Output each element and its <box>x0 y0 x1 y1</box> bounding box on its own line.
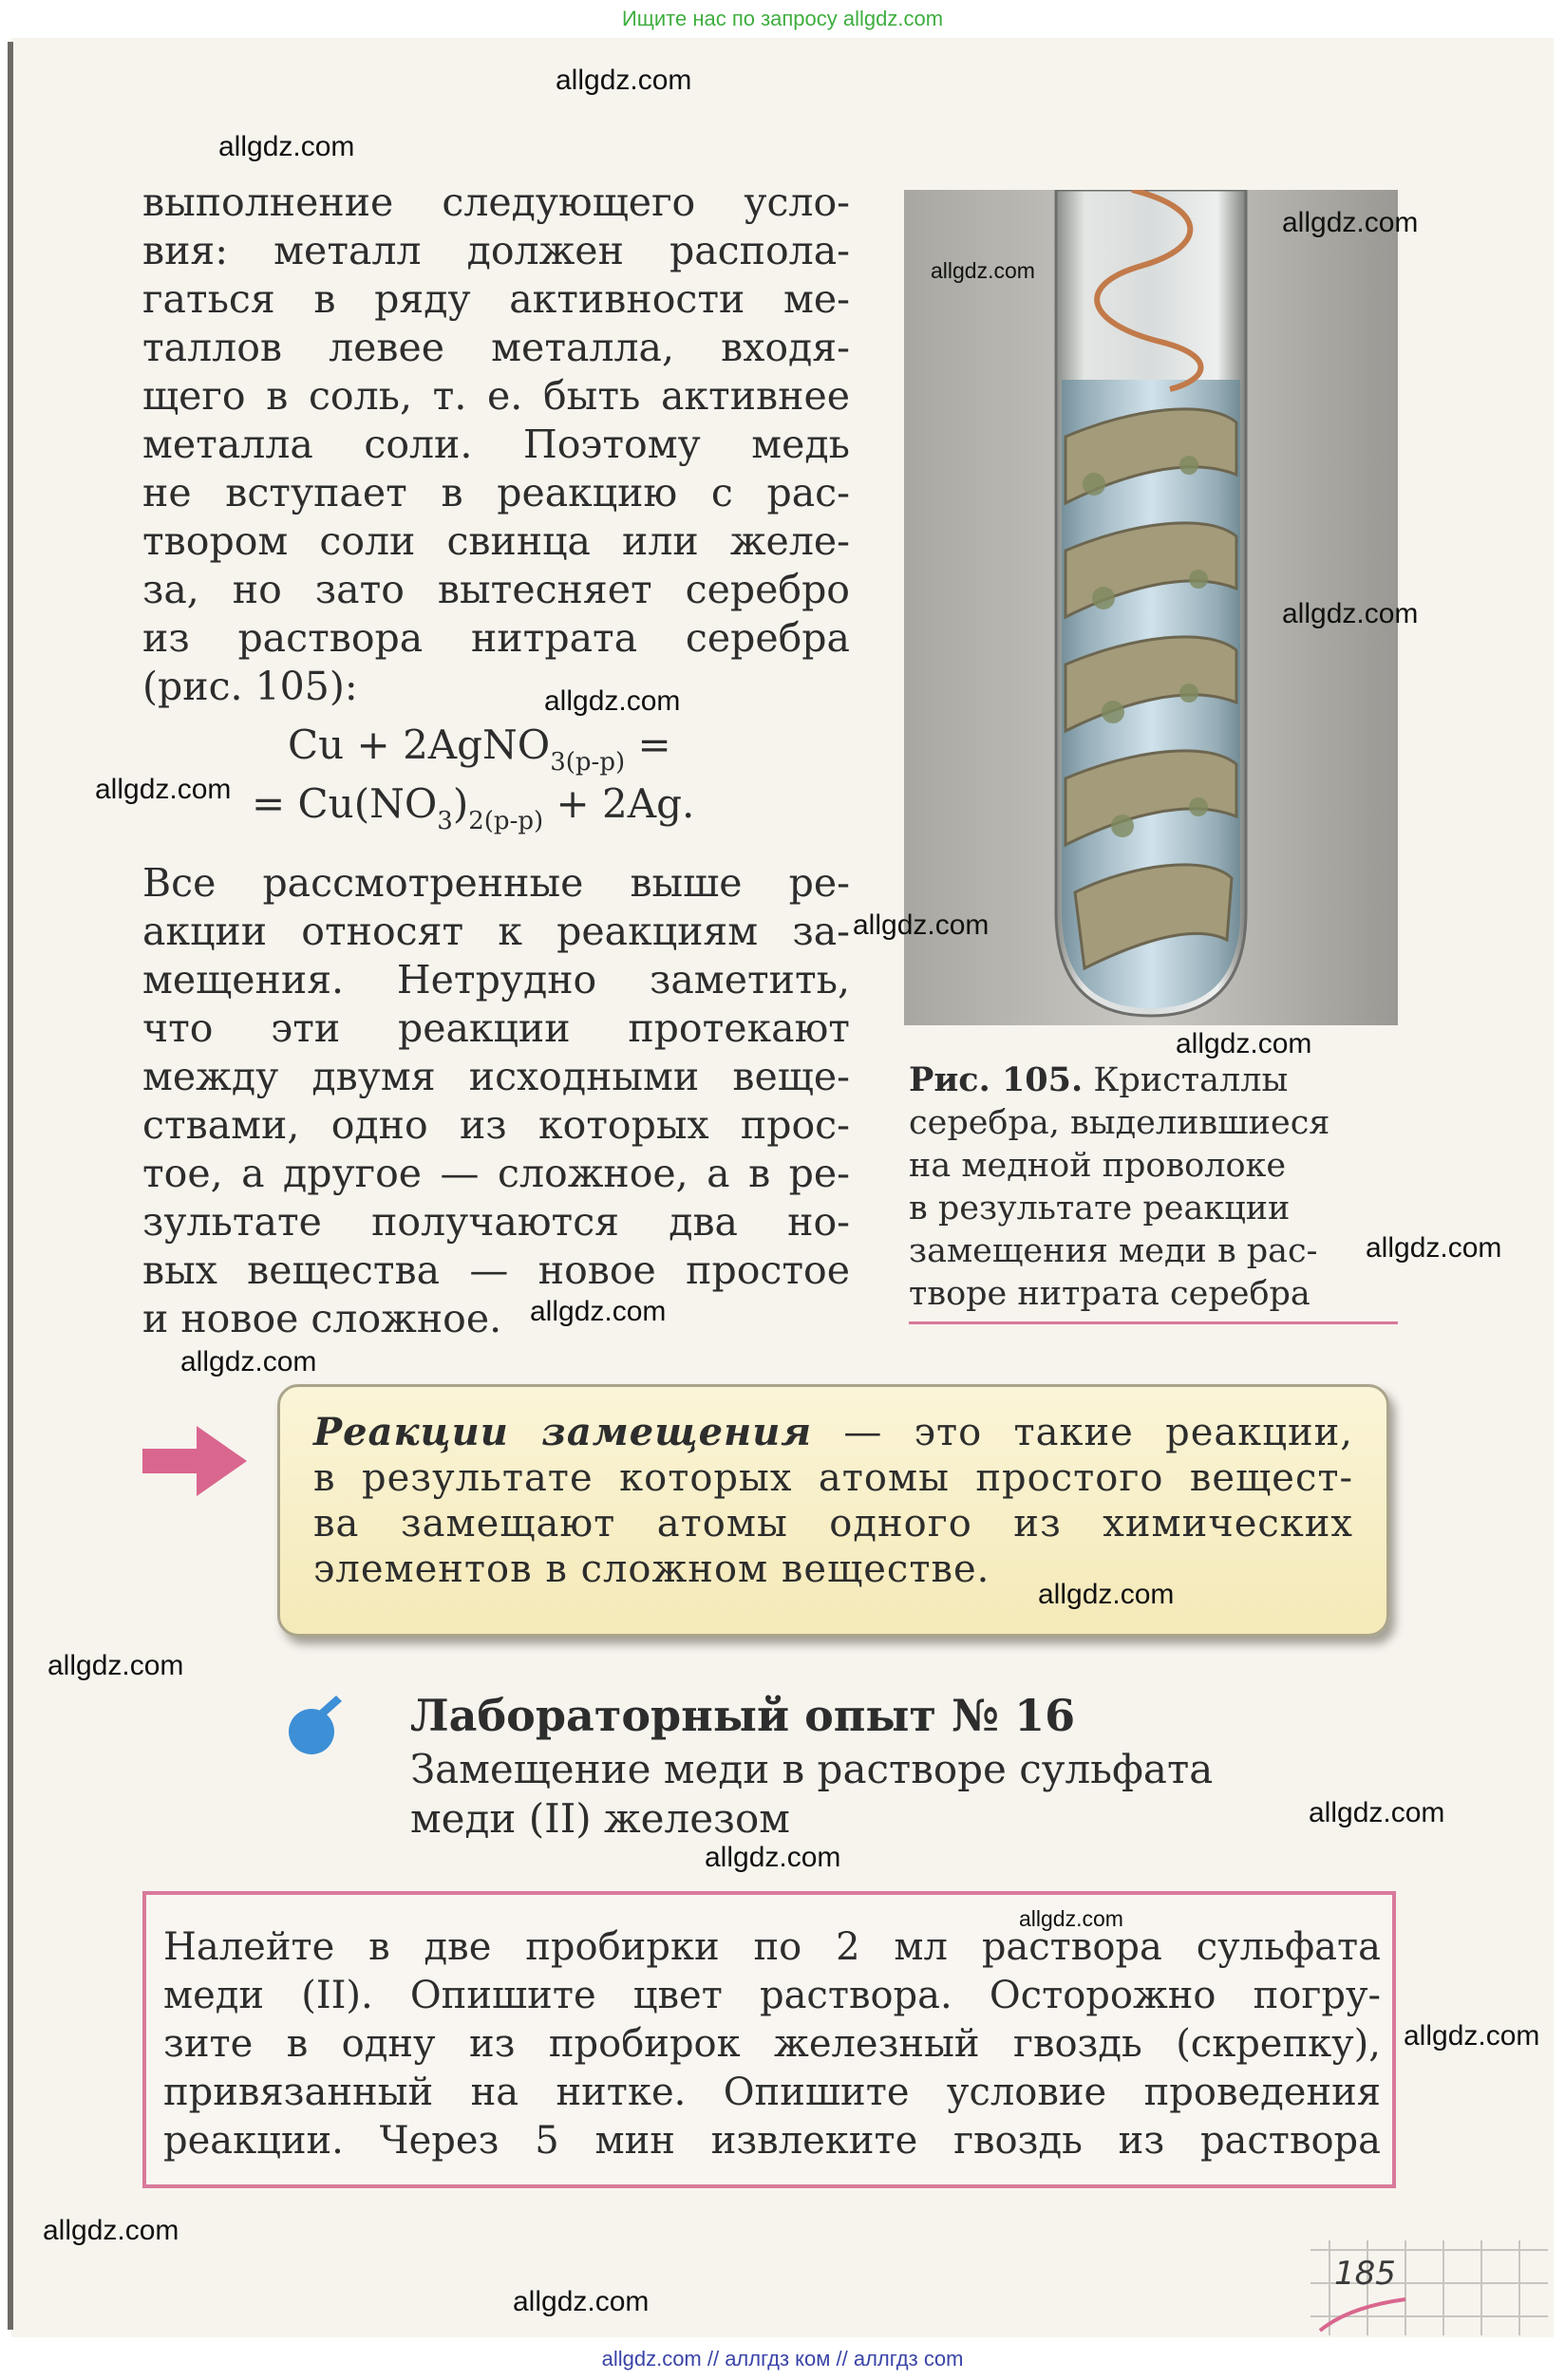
watermark: allgdz.com <box>1282 598 1419 629</box>
page-corner-grid <box>1292 2240 1548 2335</box>
task-line: меди (II). Опишите цвет раствора. Осторожно погру- <box>163 1974 1381 2017</box>
watermark: allgdz.com <box>47 1650 184 1681</box>
text-line: Все рассмотренные выше ре- <box>142 860 850 906</box>
watermark: allgdz.com <box>218 131 355 162</box>
paragraph-substitution-condition <box>142 178 850 711</box>
watermark: allgdz.com <box>1404 2020 1540 2052</box>
watermark: allgdz.com <box>1282 207 1419 238</box>
watermark: allgdz.com <box>43 2215 179 2246</box>
text-line: акции относят к реакциям за- <box>142 909 850 954</box>
definition-line: ва замещают атомы одного из химических <box>313 1502 1353 1546</box>
watermark: allgdz.com <box>853 909 990 941</box>
equation-text: ) <box>452 780 469 827</box>
caption-line: замещения меди в рас- <box>909 1232 1318 1270</box>
text-line: металла соли. Поэтому медь <box>142 422 850 467</box>
caption-text: Кристаллы <box>1083 1061 1289 1099</box>
text-line: щего в соль, т. е. быть активнее <box>142 373 850 419</box>
watermark: allgdz.com <box>530 1296 667 1327</box>
text-line: что эти реакции протекают <box>142 1005 850 1051</box>
text-line: выполнение следующего усло- <box>142 179 850 225</box>
equation-subscript: 3(р-р) <box>550 748 626 777</box>
definition-text-part: — это такие реакции, <box>812 1411 1353 1454</box>
figure-105-caption <box>909 1059 1403 1316</box>
lab-experiment-title: Лабораторный опыт № 16 <box>410 1690 1076 1741</box>
definition-line <box>313 1410 1353 1455</box>
text-line: зультате получаются два но- <box>142 1199 850 1245</box>
subtitle-line: меди (II) железом <box>410 1795 790 1842</box>
page-number: 185 <box>1334 2255 1396 2293</box>
definition-text <box>313 1410 1353 1592</box>
subtitle-line: Замещение меди в растворе сульфата <box>410 1746 1214 1792</box>
text-line: (рис. 105): <box>142 664 358 709</box>
task-line: Налейте в две пробирки по 2 мл раствора сульфата <box>163 1925 1381 1969</box>
equation-text: + 2Ag. <box>543 780 695 827</box>
equation-subscript: 2(р-р) <box>468 807 544 835</box>
equation-line-1 <box>288 721 671 777</box>
equation-subscript: 3 <box>437 807 453 835</box>
caption-line: на медной проволоке <box>909 1147 1287 1185</box>
task-line: реакции. Через 5 мин извлеките гвоздь из раствора <box>163 2119 1381 2163</box>
page-binding-edge <box>8 42 13 2330</box>
task-line: привязанный на нитке. Опишите условие проведения <box>163 2071 1381 2114</box>
text-line: ствами, одно из которых прос- <box>142 1102 850 1148</box>
equation-text: = Cu(NO <box>252 780 438 827</box>
text-line: за, но зато вытесняет серебро <box>142 567 850 612</box>
text-line: и новое сложное. <box>142 1296 502 1341</box>
text-line: твором соли свинца или желе- <box>142 518 850 564</box>
bottom-banner[interactable]: allgdz.com // аллгдз ком // аллгдз com <box>601 2347 964 2371</box>
lab-flask-icon <box>281 1692 348 1758</box>
caption-divider <box>909 1321 1398 1324</box>
caption-line: серебра, выделившиеся <box>909 1104 1330 1142</box>
text-line: таллов левее металла, входя- <box>142 325 850 370</box>
lab-task-text <box>163 1923 1381 2165</box>
definition-line: элементов в сложном веществе. <box>313 1547 990 1591</box>
text-line: тое, а другое — сложное, а в ре- <box>142 1151 850 1196</box>
watermark: allgdz.com <box>931 258 1035 283</box>
watermark: allgdz.com <box>1366 1232 1502 1264</box>
watermark: allgdz.com <box>1309 1797 1445 1828</box>
watermark: allgdz.com <box>1019 1906 1123 1931</box>
task-line: зите в одну из пробирок железный гвоздь (скрепку), <box>163 2022 1381 2066</box>
equation-text: Cu + 2AgNO <box>288 721 551 768</box>
equation-line-2 <box>252 780 694 835</box>
top-banner[interactable]: Ищите нас по запросу allgdz.com <box>621 7 944 30</box>
watermark: allgdz.com <box>544 685 681 717</box>
caption-label: Рис. 105. <box>909 1060 1084 1099</box>
caption-line: в результате реакции <box>909 1190 1291 1227</box>
text-line: не вступает в реакцию с рас- <box>142 470 850 515</box>
text-line: гаться в ряду активности ме- <box>142 276 850 322</box>
watermark: allgdz.com <box>180 1346 317 1377</box>
watermark: allgdz.com <box>1176 1028 1312 1059</box>
equation-text: = <box>625 721 671 768</box>
watermark: allgdz.com <box>513 2286 650 2317</box>
text-line: мещения. Нетрудно заметить, <box>142 957 850 1003</box>
definition-term: Реакции замещения <box>313 1410 813 1454</box>
watermark: allgdz.com <box>556 65 692 96</box>
text-line: из раствора нитрата серебра <box>142 615 850 661</box>
watermark: allgdz.com <box>705 1842 841 1873</box>
text-line: между двумя исходными веще- <box>142 1054 850 1099</box>
text-line: вия: металл должен распола- <box>142 228 850 273</box>
watermark: allgdz.com <box>95 774 232 805</box>
arrow-right-icon <box>138 1418 252 1504</box>
paragraph-substitution-reactions <box>142 859 850 1343</box>
caption-line: творе нитрата серебра <box>909 1275 1310 1313</box>
text-line: вых вещества — новое простое <box>142 1247 850 1293</box>
lab-experiment-subtitle <box>410 1745 1360 1844</box>
caption-line <box>909 1059 1403 1102</box>
watermark: allgdz.com <box>1038 1579 1175 1610</box>
definition-line: в результате которых атомы простого вещест- <box>313 1456 1353 1500</box>
